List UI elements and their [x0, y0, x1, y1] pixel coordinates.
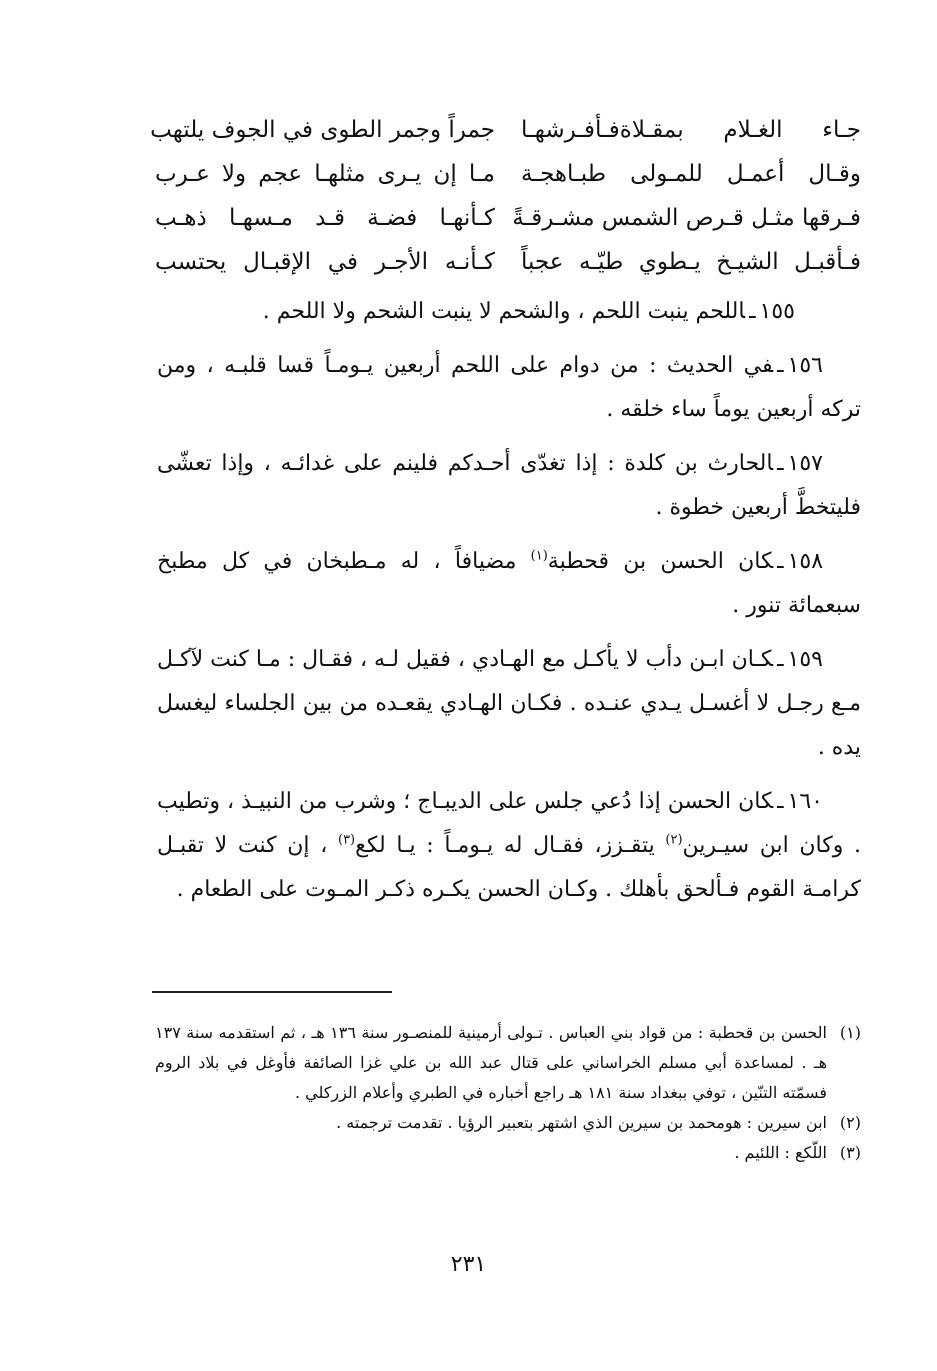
poem-verse	[155, 152, 861, 196]
numbered-paragraph	[157, 540, 861, 628]
poem-verse	[155, 240, 861, 284]
paragraph-text: يتقـزز، فقـال له يـومـاً : يـا لكع	[355, 833, 666, 858]
footnote	[155, 1108, 861, 1138]
paragraph-number: ١٥٧	[787, 451, 823, 476]
paragraph-text: مضيافاً ، له مـطبخان في كل مطبخ سبعمائة تنور .	[157, 549, 861, 618]
verse-first-hemistich: فـأقبـل الشيـخ يـطوي طيّـه عجباً	[521, 249, 861, 275]
poem-verse	[155, 196, 861, 240]
paragraph-number: ١٥٩	[787, 647, 823, 672]
number-separator: ـ	[777, 549, 784, 574]
paragraph-text: كان الحسن إذا دُعي جلس على الديبـاج ؛ وشرب من النبيـذ ، وتطيب . وكان ابن سيـرين	[157, 789, 861, 858]
main-text	[157, 290, 861, 922]
footnote-reference: (٣)	[337, 832, 356, 848]
footnote-mark: (٣)	[839, 1143, 861, 1162]
footnote-mark: (١)	[839, 1023, 861, 1042]
footnote-mark: (٢)	[839, 1113, 861, 1132]
verse-first-hemistich: جـاء الغـلام بمقـلاةفـأفـرشهـا	[521, 117, 861, 143]
paragraph-text: الحارث بن كلدة : إذا تغدّى أحـدكم فلينم على غدائـه ، وإذا تعشّى فليتخطَّ أربعين خطوة .	[157, 451, 861, 520]
paragraph-number: ١٥٥	[759, 299, 795, 324]
footnote-divider	[152, 991, 392, 993]
poem-verse	[150, 108, 861, 152]
footnote-text: الحسن بن قحطبة : من قواد بني العباس . تـولى أرمينية للمنصـور سنة ١٣٦ هـ ، ثم استقدمه سنة ١٣٧ هـ . لمساعدة أبي مسلم الخراساني على قتال عبد الله بن علي غزا الصائفة فأوغل في بلاد الروم فسمّته التنّين ، توفي ببغداد سنة ١٨١ هـ راجع أخباره في الطبري وأعلام الزركلي .	[155, 1023, 828, 1102]
paragraph-text: في الحديث : من دوام على اللحم أربعين يـومـاً قسا قلبـه ، ومن تركه أربعين يوماً ساء خلقه .	[157, 353, 861, 422]
numbered-paragraph	[157, 344, 861, 432]
footnote-text: اللّكع : اللئيم .	[734, 1143, 827, 1162]
verse-first-hemistich: وقـال أعمـل للمـولى طبـاهجـة	[521, 161, 861, 187]
footnote-reference: (١)	[530, 548, 548, 564]
number-separator: ـ	[777, 451, 784, 476]
numbered-paragraph	[157, 290, 861, 334]
footnotes	[155, 1018, 861, 1168]
numbered-paragraph	[157, 442, 861, 530]
page-number: ٢٣١	[450, 1252, 487, 1277]
paragraph-text: ، إن كنت لا تقبـل كرامـة القوم فـألحق بأهلك . وكـان الحسن يكـره ذكـر المـوت على الطعام .	[157, 833, 861, 902]
verse-second-hemistich: كـأنـه الأجـر في الإقبـال يحتسب	[155, 249, 495, 275]
number-separator: ـ	[777, 647, 784, 672]
paragraph-text: كـان ابـن دأب لا يأكـل مع الهـادي ، فقيل لـه ، فقـال : مـا كنت لآكـل مـع رجـل لا أغسـل يـدي عنـده . فكـان الهـادي يقعـده من بين الجلساء ليغسل يده .	[157, 647, 861, 760]
paragraph-number: ١٥٦	[787, 353, 823, 378]
number-separator: ـ	[777, 789, 784, 814]
footnote-reference: (٢)	[665, 832, 683, 848]
paragraph-text: كان الحسن بن قحطبة	[547, 549, 774, 574]
footnote	[155, 1138, 861, 1168]
verse-second-hemistich: مـا إن يـرى مثلهـا عجم ولا عـرب	[155, 161, 495, 187]
verse-second-hemistich: جمراً وجمر الطوى في الجوف يلتهب	[150, 117, 495, 143]
number-separator: ـ	[777, 353, 784, 378]
paragraph-number: ١٥٨	[787, 549, 824, 574]
verse-first-hemistich: فـرقها مثـل قـرص الشمس مشـرقـةً	[512, 205, 861, 231]
paragraph-number: ١٦٠	[787, 789, 823, 814]
number-separator: ـ	[749, 299, 756, 324]
footnote	[155, 1018, 861, 1108]
verse-second-hemistich: كـأنهـا فضـة قـد مـسهـا ذهـب	[155, 205, 495, 231]
poem	[150, 108, 861, 284]
numbered-paragraph	[157, 780, 861, 912]
paragraph-text: اللحم ينبت اللحم ، والشحم لا ينبت الشحم ولا اللحم .	[262, 299, 746, 324]
numbered-paragraph	[157, 638, 861, 770]
footnote-text: ابن سيرين : هومحمد بن سيرين الذي اشتهر بتعبير الرؤيا . تقدمت ترجمته .	[336, 1113, 827, 1132]
